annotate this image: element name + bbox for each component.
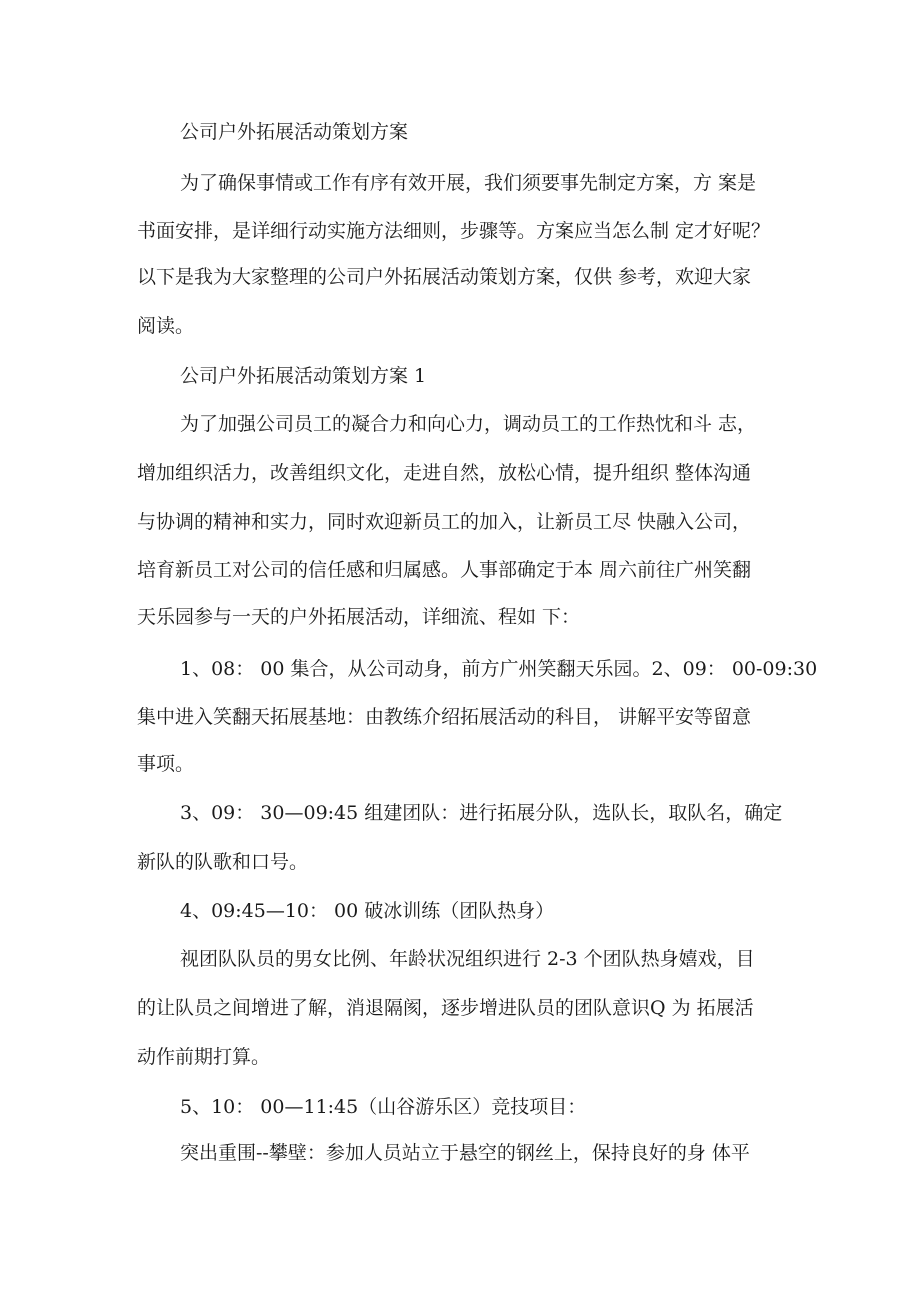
paragraph-line: 视团队队员的男女比例、年龄状况组织进行 2-3 个团队热身嬉戏，目 (180, 948, 755, 970)
document-title: 公司户外拓展活动策划方案 (180, 121, 409, 143)
paragraph-line: 天乐园参与一天的户外拓展活动，详细流、程如 下： (137, 606, 581, 628)
paragraph-line: 为了加强公司员工的凝合力和向心力，调动员工的工作热忱和斗 志， (180, 413, 757, 435)
paragraph-line: 动作前期打算。 (137, 1046, 271, 1068)
paragraph-line: 与协调的精神和实力，同时欢迎新员工的加入，让新员工尽 快融入公司， (137, 511, 752, 533)
intro-line: 阅读。 (137, 315, 195, 337)
paragraph-line: 突出重围--攀壁：参加人员站立于悬空的钢丝上，保持良好的身 体平 (180, 1142, 750, 1164)
schedule-item-line: 集中进入笑翻天拓展基地：由教练介绍拓展活动的科目， 讲解平安等留意 (137, 706, 752, 728)
schedule-item-line: 3、09： 30—09:45 组建团队：进行拓展分队，选队长，取队名，确定 (180, 802, 783, 824)
intro-line: 以下是我为大家整理的公司户外拓展活动策划方案，仅供 参考，欢迎大家 (137, 266, 752, 288)
schedule-item-title: 4、09:45—10： 00 破冰训练（团队热身） (180, 900, 555, 922)
schedule-item-line: 事项。 (137, 753, 195, 775)
intro-line: 为了确保事情或工作有序有效开展，我们须要事先制定方案，方 案是 (180, 172, 757, 194)
paragraph-line: 的让队员之间增进了解，消退隔阂，逐步增进队员的团队意识Q 为 拓展活 (137, 997, 754, 1019)
schedule-item-title: 5、10： 00—11:45（山谷游乐区）竞技项目： (180, 1096, 587, 1118)
section-title: 公司户外拓展活动策划方案 1 (180, 365, 427, 387)
schedule-item-line: 新队的队歌和口号。 (137, 851, 309, 873)
paragraph-line: 增加组织活力，改善组织文化，走进自然，放松心情，提升组织 整体沟通 (137, 462, 752, 484)
paragraph-line: 培育新员工对公司的信任感和归属感。人事部确定于本 周六前往广州笑翻 (137, 559, 752, 581)
schedule-item-line: 1、08： 00 集合，从公司动身，前方广州笑翻天乐园。2、09： 00-09:30 (180, 658, 818, 680)
intro-line: 书面安排，是详细行动实施方法细则，步骤等。方案应当怎么制 定才好呢？ (137, 220, 771, 242)
